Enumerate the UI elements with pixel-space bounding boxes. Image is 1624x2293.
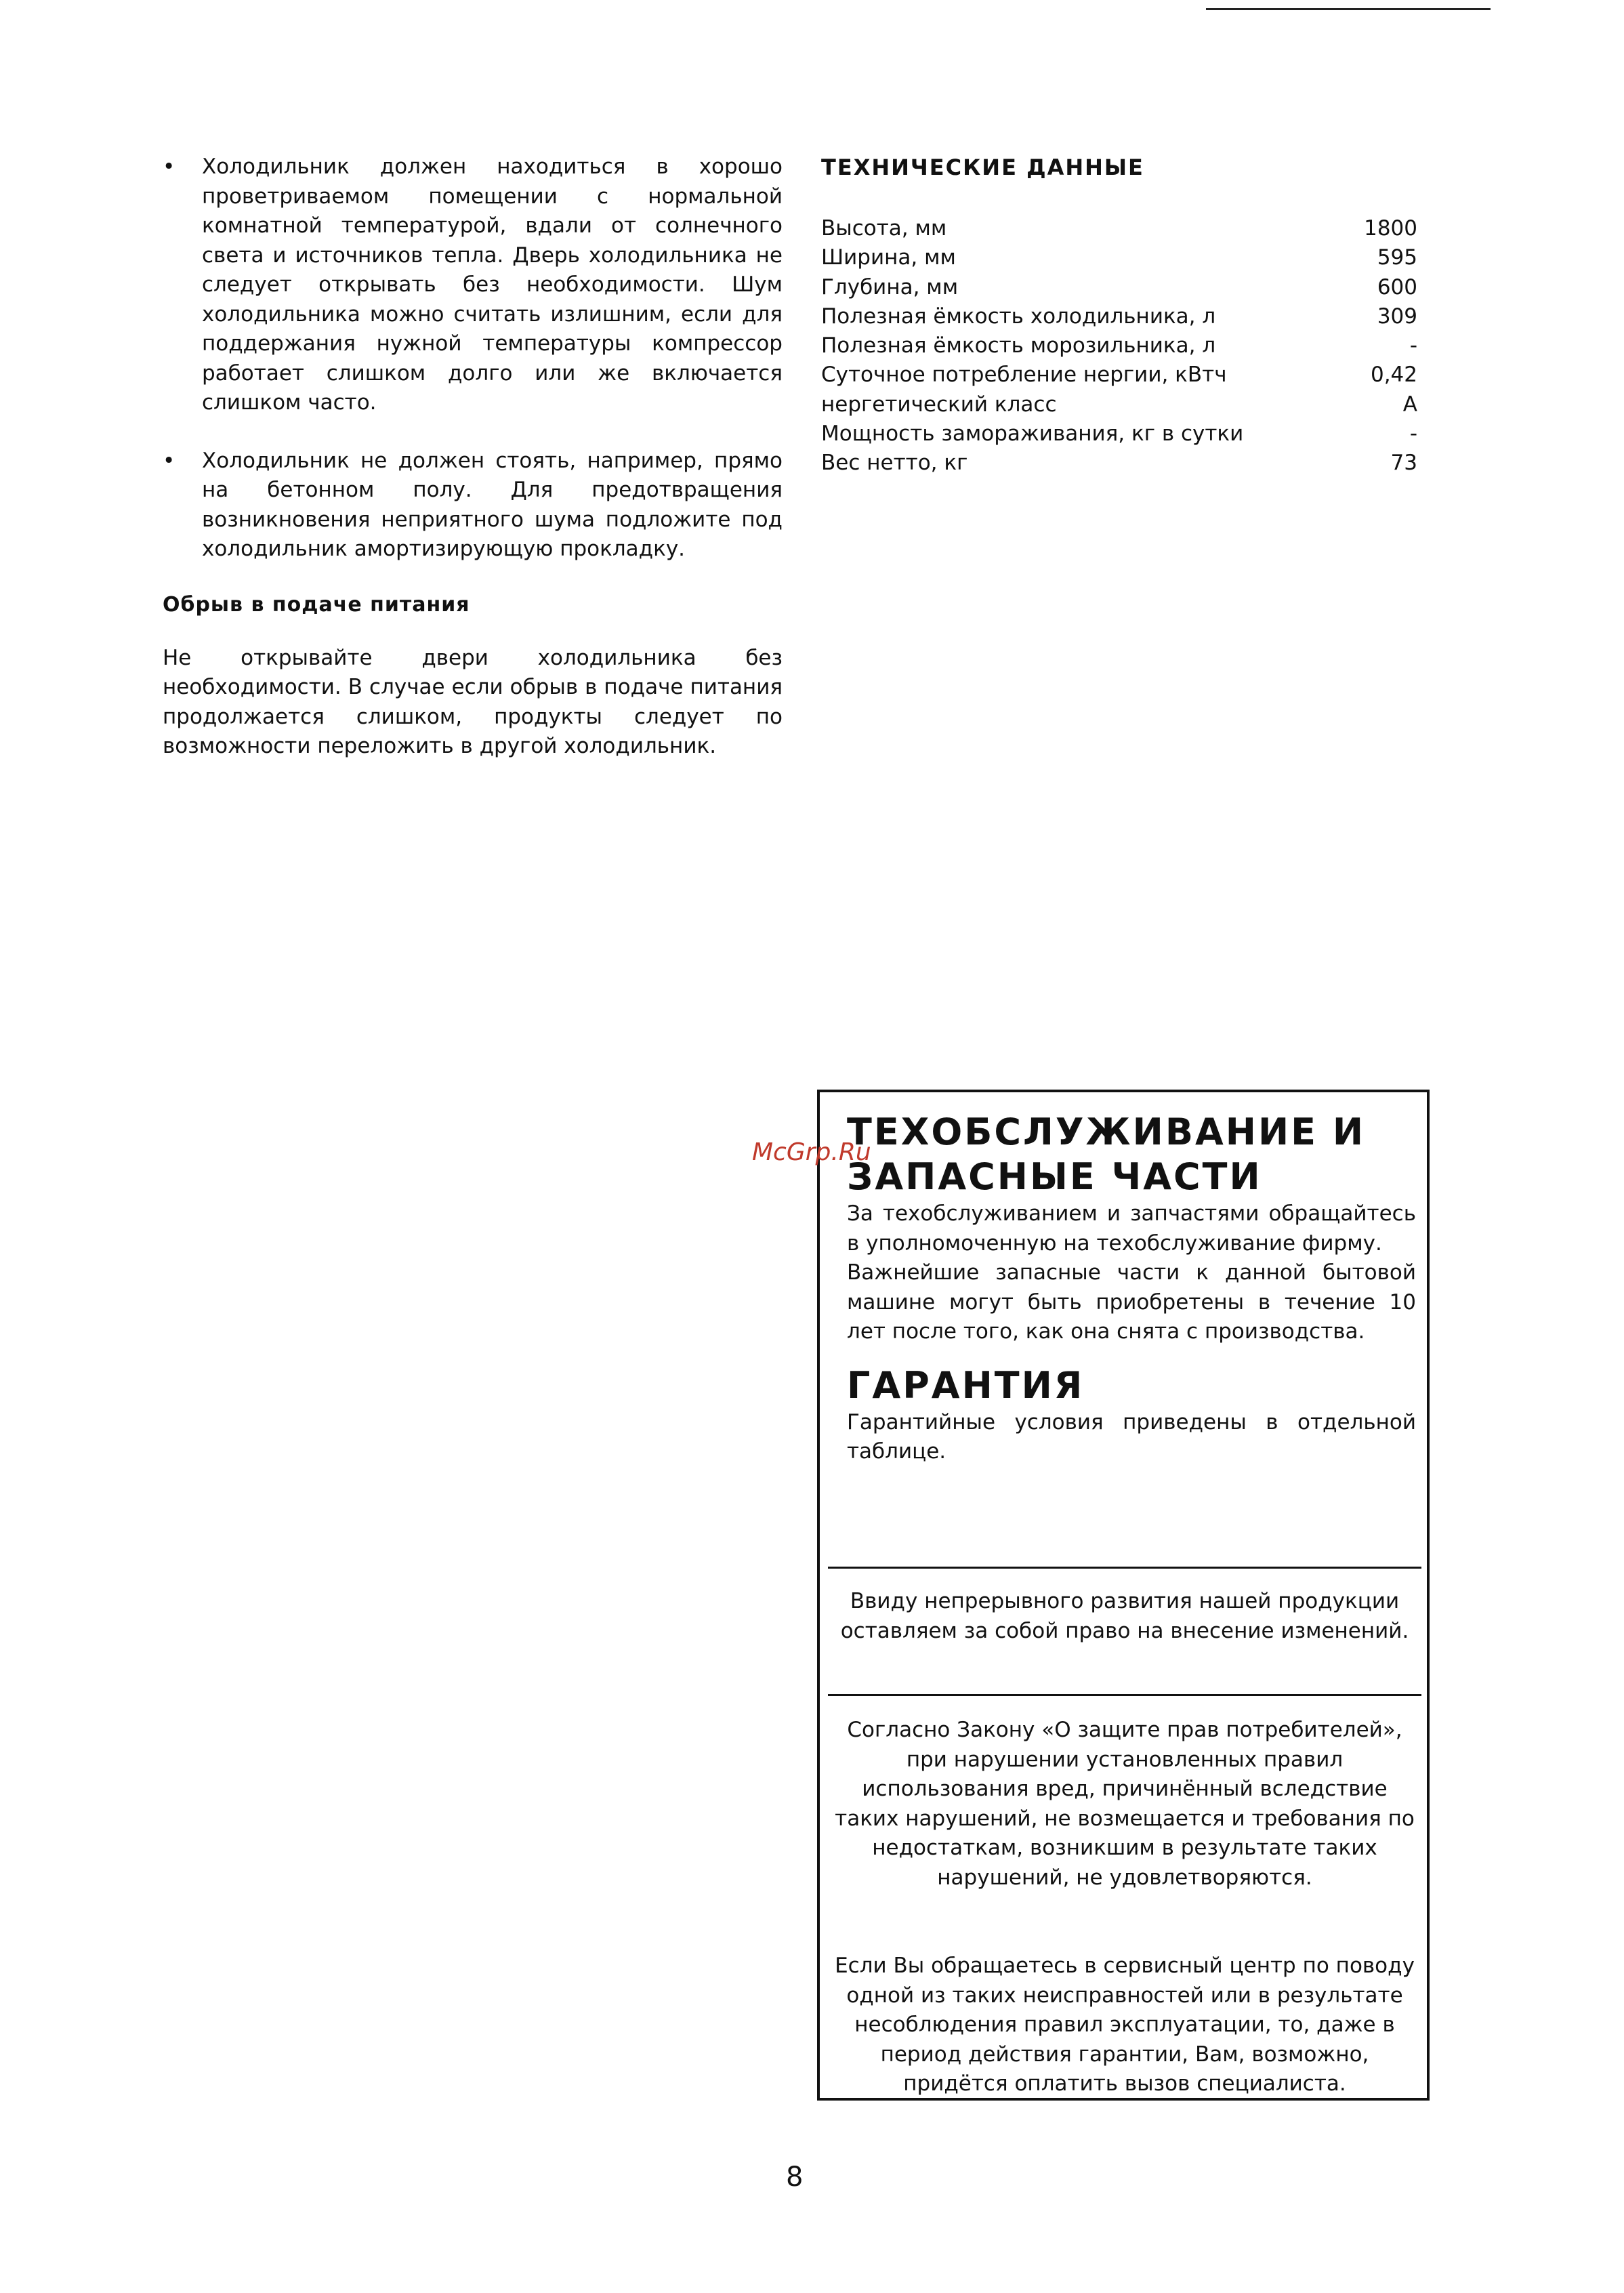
spec-value: - [1409,421,1417,447]
service-warranty-box [817,1090,1430,2101]
spec-row [821,273,1417,302]
spec-label: Мощность замораживания, кг в сутки [821,421,1244,447]
spare-parts-text: Важнейшие запасные части к данной бытовой машине могут быть приобретены в течение 10 лет после того, как она снята с производства. [847,1260,1416,1344]
spec-row [821,214,1417,243]
service-call-text: Если Вы обращаетесь в сервисный центр по поводу одной из таких неисправностей или в результате несоблюдения правил эксплуатации, то, даже в период действия гарантии, Вам, возможно, придётся оплатить вызов специалиста. [835,1954,1415,2096]
service-block [847,1110,1416,1467]
spec-label: Ширина, мм [821,245,956,270]
spec-value: 73 [1390,451,1417,476]
bullet-ventilation [163,152,783,418]
power-failure-heading: Обрыв в подаче питания [163,592,470,617]
service-title-line-2: ЗАПАСНЫЕ ЧАСТИ [847,1155,1262,1198]
divider-rule [828,1694,1421,1696]
spec-label: Полезная ёмкость холодильника, л [821,304,1216,329]
bullet-text: Холодильник не должен стоять, например, прямо на бетонном полу. Для предотвращения возникновения неприятного шума подложите под холодильник амортизирующую прокладку. [202,448,783,561]
spec-row [821,419,1417,449]
tech-data-section [821,154,1417,478]
service-title-line-1: ТЕХОБСЛУЖИВАНИЕ И [847,1111,1366,1153]
spec-label: Высота, мм [821,216,947,241]
spec-label: Суточное потребление нергии, кВтч [821,363,1227,388]
warranty-text: Гарантийные условия приведены в отдельной таблице. [847,1409,1416,1464]
spec-label: Вес нетто, кг [821,451,968,476]
power-failure-text: Не открывайте двери холодильника без необходимости. В случае если обрыв в подаче питания продолжается слишком, продукты следует по возможности переложить в другой холодильник. [163,645,783,758]
spec-value: 1800 [1364,216,1417,241]
spec-value: 0,42 [1370,363,1417,388]
tech-data-title: ТЕХНИЧЕСКИЕ ДАННЫЕ [821,154,1144,180]
spec-row [821,360,1417,390]
changes-notice: Ввиду непрерывного развития нашей продукции оставляем за собой право на внесение изменений. [840,1589,1409,1643]
spec-label: нергетический класс [821,392,1057,417]
watermark: McGrp.Ru [752,1138,871,1166]
spec-row [821,331,1417,360]
spec-row [821,449,1417,478]
bullet-text: Холодильник должен находиться в хорошо проветриваемом помещении с нормальной комнатной температурой, вдали от солнечного света и источников тепла. Дверь холодильника не следует открывать без необходимости. Шум холодильника можно считать излишним, если для поддержания нужной температуры компрессор работает слишком долго или же включается слишком часто. [202,154,783,415]
spec-value: A [1402,392,1417,417]
bullet-symbol: • [163,448,175,473]
bullet-symbol: • [163,154,175,179]
spec-row [821,243,1417,272]
spec-row [821,302,1417,331]
top-rule [1206,8,1491,10]
spec-label: Полезная ёмкость морозильника, л [821,333,1216,358]
spec-value: - [1409,333,1417,358]
spec-value: 309 [1377,304,1417,329]
spec-value: 600 [1377,274,1417,299]
consumer-law-text: Согласно Закону «О защите прав потребителей», при нарушении установленных правил использования вред, причинённый вследствие таких нарушений, не возмещается и требования по недостаткам, возникшим в результате таких нарушений, не удовлетворяются. [835,1718,1415,1890]
service-text: За техобслуживанием и запчастями обращайтесь в уполномоченную на техобслуживание фирму. [847,1201,1416,1256]
spec-value: 595 [1377,245,1417,270]
bullet-floor [163,447,783,564]
spec-label: Глубина, мм [821,274,959,299]
page-number: 8 [786,2162,804,2193]
warranty-title: ГАРАНТИЯ [847,1363,1085,1407]
left-column [163,152,783,762]
divider-rule [828,1567,1421,1569]
spec-row [821,390,1417,419]
